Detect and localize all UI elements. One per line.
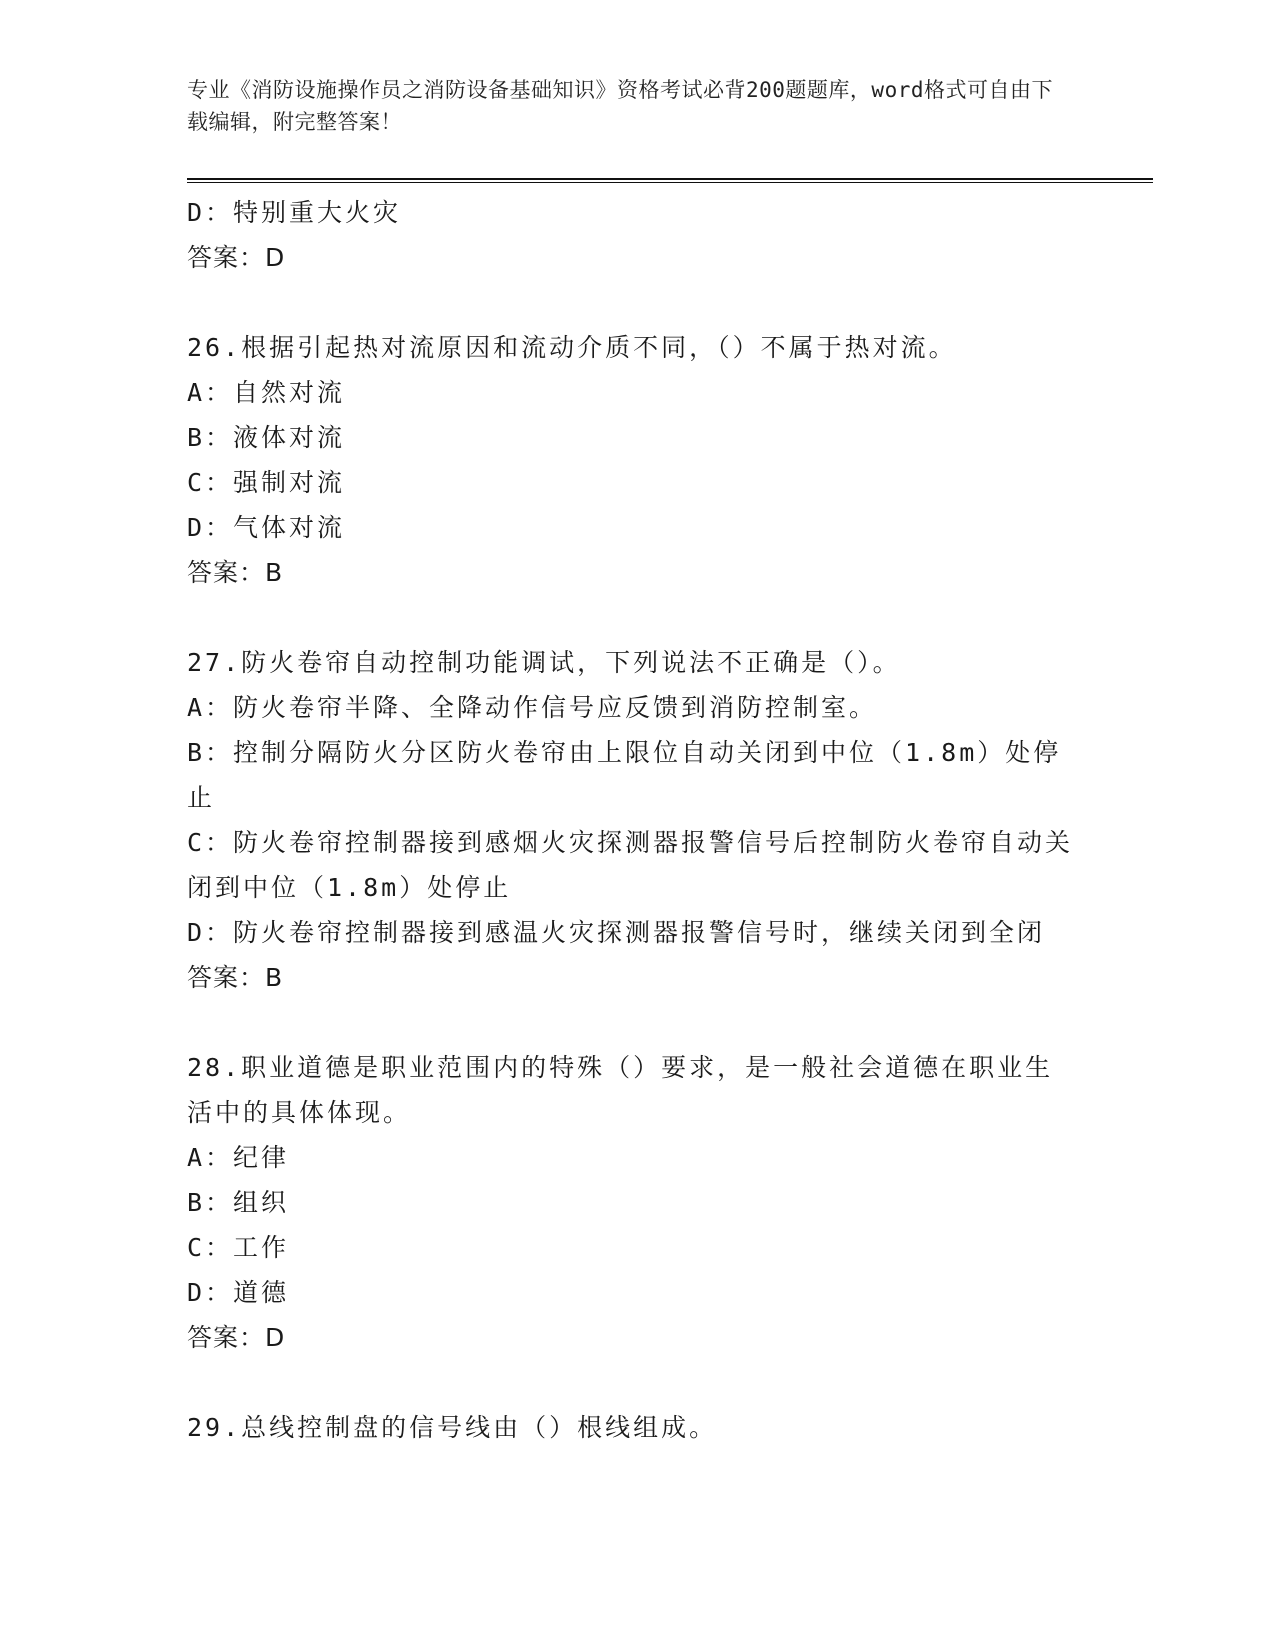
option-b: B：组织 <box>187 1188 290 1217</box>
option-b: B：控制分隔防火分区防火卷帘由上限位自动关闭到中位（1.8m）处停止 <box>187 738 1062 812</box>
question-content <box>187 190 1077 1450</box>
question-stem-27: 27.防火卷帘自动控制功能调试，下列说法不正确是（）。 <box>187 648 901 677</box>
question-stem-26: 26.根据引起热对流原因和流动介质不同，（）不属于热对流。 <box>187 333 957 362</box>
spacer <box>187 280 1077 325</box>
question-stem-28: 28.职业道德是职业范围内的特殊（）要求，是一般社会道德在职业生活中的具体体现。 <box>187 1053 1054 1127</box>
header-text: 专业《消防设施操作员之消防设备基础知识》资格考试必背200题题库，word格式可自由下载编辑，附完整答案！ <box>187 78 1053 134</box>
option-d: D：气体对流 <box>187 513 346 542</box>
option-b: B：液体对流 <box>187 423 346 452</box>
option-a: A：自然对流 <box>187 378 346 407</box>
answer: 答案：B <box>187 963 284 992</box>
answer: 答案：B <box>187 558 284 587</box>
spacer <box>187 595 1077 640</box>
option-a: A：防火卷帘半降、全降动作信号应反馈到消防控制室。 <box>187 693 878 722</box>
option-d: D：防火卷帘控制器接到感温火灾探测器报警信号时，继续关闭到全闭 <box>187 918 1046 947</box>
answer: 答案：D <box>187 243 286 272</box>
option-a: A：纪律 <box>187 1143 290 1172</box>
spacer <box>187 1360 1077 1405</box>
header-rule <box>187 178 1153 183</box>
option-c: C：防火卷帘控制器接到感烟火灾探测器报警信号后控制防火卷帘自动关闭到中位（1.8m）处停止 <box>187 828 1074 902</box>
option-c: C：工作 <box>187 1233 290 1262</box>
page-header <box>187 74 1067 138</box>
answer: 答案：D <box>187 1323 286 1352</box>
option-d: D：道德 <box>187 1278 290 1307</box>
spacer <box>187 1000 1077 1045</box>
option-d: D：特别重大火灾 <box>187 198 402 227</box>
question-stem-29: 29.总线控制盘的信号线由（）根线组成。 <box>187 1413 718 1442</box>
option-c: C：强制对流 <box>187 468 346 497</box>
